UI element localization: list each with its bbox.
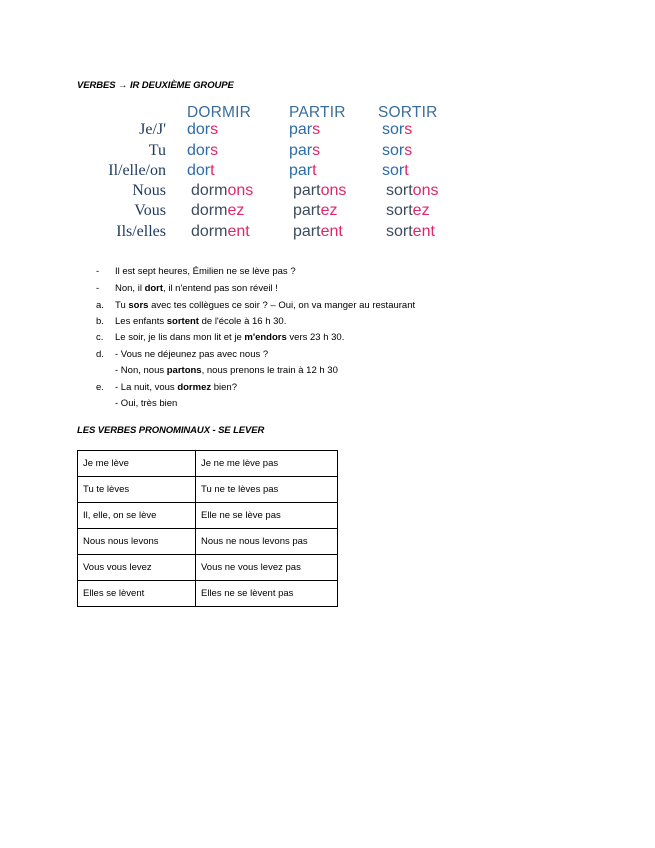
verb-stem: dorm bbox=[191, 182, 228, 199]
pronoun-nous: Nous bbox=[132, 182, 166, 199]
list-marker: d. bbox=[96, 349, 104, 360]
table-row bbox=[78, 529, 338, 555]
verb-stem: dorm bbox=[191, 202, 228, 219]
list-marker: b. bbox=[96, 316, 104, 327]
example-text: Il est sept heures, Émilien ne se lève pas ? bbox=[115, 266, 296, 277]
table-cell-affirmative: Elles se lèvent bbox=[78, 581, 196, 607]
example-text: - Non, nous bbox=[115, 365, 167, 376]
conjugation-form bbox=[191, 182, 253, 200]
verb-ending: ent bbox=[227, 223, 250, 240]
conjugation-form bbox=[293, 202, 337, 220]
example-text: - La nuit, vous bbox=[115, 382, 178, 393]
example-verb: m'endors bbox=[244, 332, 287, 343]
table-cell-affirmative: Vous vous levez bbox=[78, 555, 196, 581]
conjugation-form bbox=[289, 121, 320, 139]
example-text: - Oui, très bien bbox=[115, 398, 178, 409]
list-marker: a. bbox=[96, 300, 104, 311]
example-text: Tu bbox=[115, 300, 129, 311]
verb-ending: s bbox=[404, 121, 413, 138]
example-text: bien? bbox=[211, 382, 237, 393]
example-text: Les enfants bbox=[115, 316, 167, 327]
verb-stem: sort bbox=[386, 223, 413, 240]
verb-stem: part bbox=[293, 223, 321, 240]
example-text: Non, il bbox=[115, 283, 145, 294]
example-verb: sors bbox=[128, 300, 149, 311]
example-text: - Vous ne déjeunez pas avec nous ? bbox=[115, 349, 269, 360]
conjugation-form bbox=[386, 182, 438, 200]
conjugation-form bbox=[289, 142, 320, 160]
list-marker: - bbox=[96, 283, 100, 294]
verb-ending: t bbox=[210, 162, 215, 179]
verb-ending: ez bbox=[412, 202, 430, 219]
verb-ending: t bbox=[404, 162, 409, 179]
conjugation-form bbox=[382, 121, 412, 139]
verb-stem: dor bbox=[187, 142, 211, 159]
verb-ending: s bbox=[210, 142, 219, 159]
example-verb: dormez bbox=[177, 382, 212, 393]
verb-ending: s bbox=[312, 121, 321, 138]
section-heading-verbs-ir: VERBES → IR DEUXIÈME GROUPE bbox=[77, 80, 234, 91]
pronoun-vous: Vous bbox=[134, 202, 166, 219]
verb-stem: sor bbox=[382, 142, 405, 159]
table-cell-negative: Elles ne se lèvent pas bbox=[196, 581, 338, 607]
verb-ending: ons bbox=[412, 182, 439, 199]
conjugation-form bbox=[191, 223, 250, 241]
table-cell-affirmative: Il, elle, on se lève bbox=[78, 503, 196, 529]
verb-ending: ez bbox=[227, 202, 245, 219]
list-marker: - bbox=[96, 266, 100, 277]
table-row bbox=[78, 477, 338, 503]
example-verb: sortent bbox=[166, 316, 199, 327]
table-cell-affirmative: Tu te lèves bbox=[78, 477, 196, 503]
verb-stem: dor bbox=[187, 162, 211, 179]
conjugation-form bbox=[289, 162, 317, 180]
verb-stem: dor bbox=[187, 121, 211, 138]
column-header-dormir: DORMIR bbox=[187, 104, 252, 121]
table-row bbox=[78, 555, 338, 581]
conjugation-form bbox=[386, 202, 430, 220]
example-text: , nous prenons le train à 12 h 30 bbox=[201, 365, 338, 376]
conjugation-form bbox=[293, 223, 343, 241]
verb-stem: sort bbox=[386, 202, 413, 219]
example-text: avec tes collègues ce soir ? – Oui, on va manger au restaurant bbox=[148, 300, 416, 311]
table-cell-negative: Vous ne vous levez pas bbox=[196, 555, 338, 581]
verb-stem: sort bbox=[386, 182, 413, 199]
example-verb: partons bbox=[166, 365, 202, 376]
column-header-partir: PARTIR bbox=[289, 104, 346, 121]
verb-ending: t bbox=[312, 162, 317, 179]
verb-stem: par bbox=[289, 121, 313, 138]
table-row bbox=[78, 581, 338, 607]
verb-ending: s bbox=[404, 142, 413, 159]
conjugation-form bbox=[386, 223, 435, 241]
table-cell-negative: Nous ne nous levons pas bbox=[196, 529, 338, 555]
conjugation-form bbox=[191, 202, 244, 220]
example-text: de l'école à 16 h 30. bbox=[198, 316, 287, 327]
conjugation-form bbox=[187, 162, 215, 180]
verb-ending: ent bbox=[320, 223, 343, 240]
example-text: vers 23 h 30. bbox=[286, 332, 345, 343]
example-text: Le soir, je lis dans mon lit et je bbox=[115, 332, 245, 343]
conjugation-form bbox=[382, 142, 412, 160]
verb-ending: ons bbox=[320, 182, 347, 199]
table-cell-negative: Tu ne te lèves pas bbox=[196, 477, 338, 503]
verb-stem: sor bbox=[382, 162, 405, 179]
pronoun-il-elle-on: Il/elle/on bbox=[108, 162, 166, 179]
verb-stem: dorm bbox=[191, 223, 228, 240]
conjugation-form bbox=[382, 162, 409, 180]
verb-ending: s bbox=[210, 121, 219, 138]
pronoun-je: Je/J' bbox=[139, 121, 166, 138]
conjugation-form bbox=[293, 182, 346, 200]
verb-ending: ez bbox=[320, 202, 338, 219]
verb-stem: part bbox=[293, 202, 321, 219]
verb-ending: ons bbox=[227, 182, 254, 199]
table-cell-negative: Je ne me lève pas bbox=[196, 451, 338, 477]
pronoun-tu: Tu bbox=[148, 142, 166, 159]
table-row bbox=[78, 503, 338, 529]
verb-stem: par bbox=[289, 142, 313, 159]
pronominal-verbs-table bbox=[77, 450, 338, 607]
conjugation-form bbox=[187, 121, 218, 139]
verb-ending: ent bbox=[412, 223, 435, 240]
verb-stem: par bbox=[289, 162, 313, 179]
pronoun-ils-elles: Ils/elles bbox=[116, 223, 166, 240]
table-cell-affirmative: Nous nous levons bbox=[78, 529, 196, 555]
table-row bbox=[78, 451, 338, 477]
list-marker: c. bbox=[96, 332, 104, 343]
table-cell-affirmative: Je me lève bbox=[78, 451, 196, 477]
section-heading-pronominaux: LES VERBES PRONOMINAUX - SE LEVER bbox=[77, 425, 265, 436]
list-marker: e. bbox=[96, 382, 104, 393]
example-verb: dort bbox=[144, 283, 164, 294]
verb-ending: s bbox=[312, 142, 321, 159]
column-header-sortir: SORTIR bbox=[378, 104, 438, 121]
conjugation-form bbox=[187, 142, 218, 160]
table-cell-negative: Elle ne se lève pas bbox=[196, 503, 338, 529]
example-text: , il n'entend pas son réveil ! bbox=[163, 283, 278, 294]
verb-stem: sor bbox=[382, 121, 405, 138]
verb-stem: part bbox=[293, 182, 321, 199]
